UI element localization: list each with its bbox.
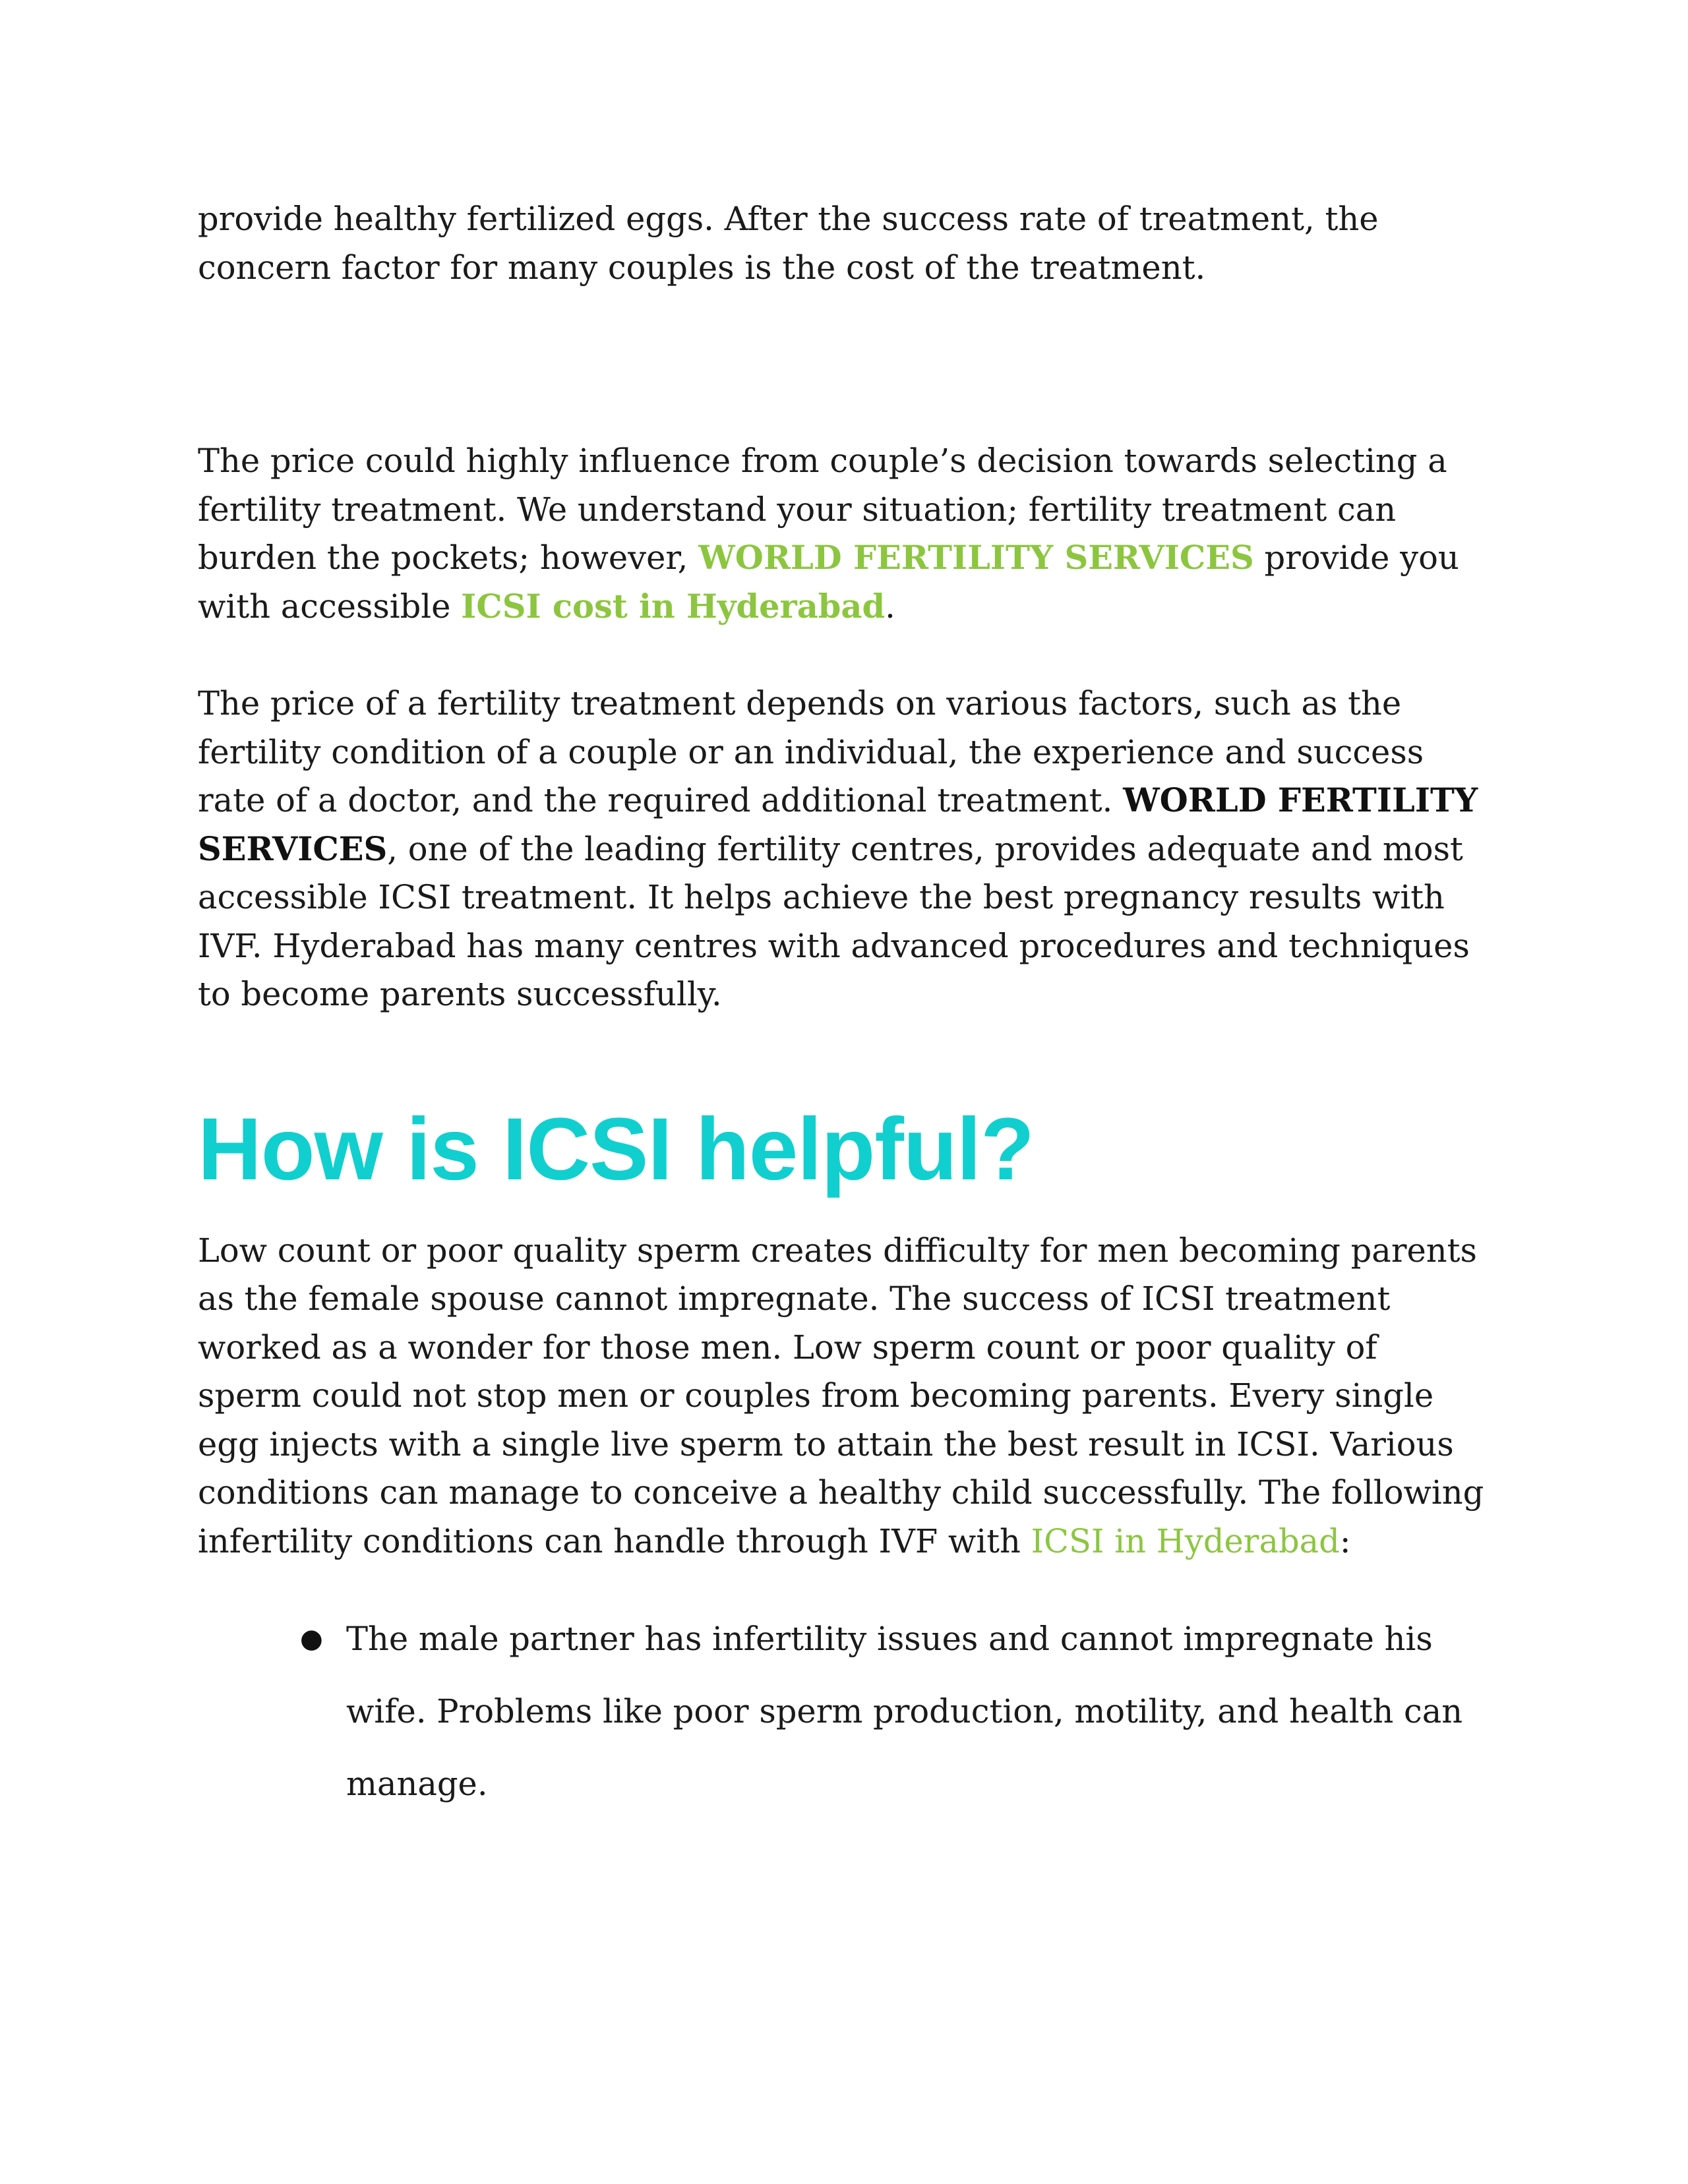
paragraph-factors xyxy=(198,680,1490,1019)
link-icsi-in-hyderabad[interactable]: ICSI in Hyderabad xyxy=(1031,1521,1340,1560)
bullet-icon: ● xyxy=(300,1624,323,1654)
list-item xyxy=(300,1603,1490,1820)
paragraph-text: The price of a fertility treatment depends on various factors, such as the fertility condition of a couple or an individual, the experience and success rate of a doctor, and the required additional treatment. xyxy=(198,684,1424,819)
paragraph-text: The price could highly influence from couple’s decision towards selecting a fertility treatment. We understand your situation; fertility treatment can burden the pockets; however, xyxy=(198,442,1447,577)
paragraph-text: . xyxy=(885,587,895,626)
bold-world-fertility-services: WORLD FERTILITY SERVICES xyxy=(198,781,1478,868)
document-content xyxy=(198,195,1490,1820)
paragraph-text: provide you with accessible xyxy=(198,539,1459,626)
link-icsi-cost-hyderabad[interactable]: ICSI cost in Hyderabad xyxy=(461,587,886,626)
link-world-fertility-services[interactable]: WORLD FERTILITY SERVICES xyxy=(698,539,1254,577)
paragraph-intro: provide healthy fertilized eggs. After the success rate of treatment, the concern factor for many couples is the cost of the treatment. xyxy=(198,200,1379,287)
paragraph-text: : xyxy=(1339,1521,1351,1560)
spacer xyxy=(198,631,1490,680)
list-item-text: The male partner has infertility issues and cannot impregnate his wife. Problems like poor sperm production, motility, and health can manage. xyxy=(346,1620,1463,1803)
paragraph-icsi-helpful xyxy=(198,1227,1490,1566)
paragraph-text: Low count or poor quality sperm creates difficulty for men becoming parents as the female spouse cannot impregnate. The success of ICSI treatment worked as a wonder for those men. Low sperm count or poor quality of sperm could not stop men or couples from becoming parents. Every single egg injects with a single live sperm to attain the best result in ICSI. Various conditions can manage to conceive a healthy child successfully. The following infertility conditions can handle through IVF with xyxy=(198,1231,1484,1560)
paragraph-price xyxy=(198,437,1490,631)
paragraph-text: , one of the leading fertility centres, provides adequate and most accessible ICSI treatment. It helps achieve the best pregnancy results with IVF. Hyderabad has many centres with advanced procedures and techniques to become parents successfully. xyxy=(198,829,1470,1013)
spacer xyxy=(198,292,1490,437)
bullet-list xyxy=(198,1603,1490,1820)
section-heading: How is ICSI helpful? xyxy=(198,1100,1034,1198)
